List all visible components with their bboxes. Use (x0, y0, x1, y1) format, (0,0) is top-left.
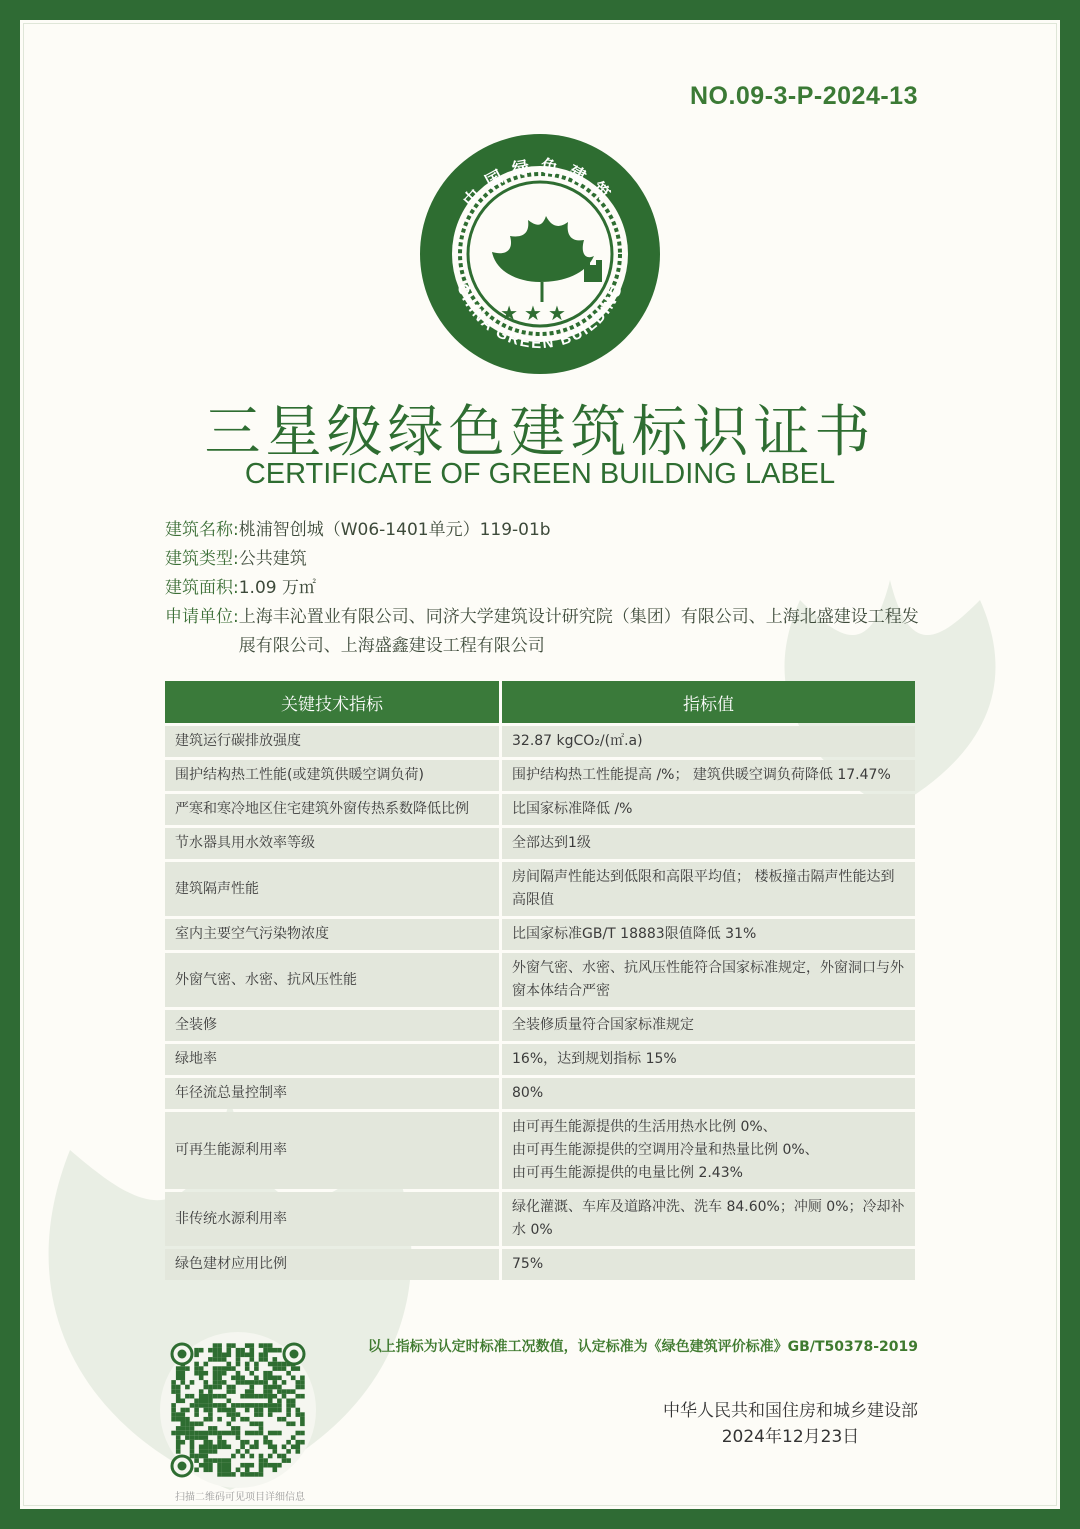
table-row (165, 794, 915, 825)
certificate-paper (20, 20, 1060, 1509)
certificate-number: NO.09-3-P-2024-13 (689, 82, 918, 110)
value-cell: 绿化灌溉、车库及道路冲洗、洗车 84.60%；冲厕 0%；冷却补水 0% (499, 1192, 915, 1246)
indicator-cell: 建筑隔声性能 (165, 862, 499, 916)
info-row-applicant: 申请单位: 上海丰沁置业有限公司、同济大学建筑设计研究院（集团）有限公司、上海北盛建设工程发展有限公司、上海盛鑫建设工程有限公司 (165, 607, 919, 656)
indicator-cell: 绿色建材应用比例 (165, 1249, 499, 1280)
value-cell: 外窗气密、水密、抗风压性能符合国家标准规定，外窗洞口与外窗本体结合严密 (499, 953, 915, 1007)
value-cell: 32.87 kgCO₂/(㎡.a) (499, 726, 915, 757)
china-green-building-emblem (418, 132, 662, 376)
table-row (165, 828, 915, 859)
indicator-cell: 可再生能源利用率 (165, 1112, 499, 1189)
table-row (165, 1249, 915, 1280)
info-row-name: 建筑名称: 桃浦智创城（W06-1401单元）119-01b (165, 520, 551, 540)
issuer-block (663, 1398, 918, 1450)
value-cell: 比国家标准降低 /% (499, 794, 915, 825)
table-row (165, 919, 915, 950)
indicator-cell: 室内主要空气污染物浓度 (165, 919, 499, 950)
table-row (165, 1044, 915, 1075)
table-row (165, 1192, 915, 1246)
table-row (165, 726, 915, 757)
indicator-cell: 外窗气密、水密、抗风压性能 (165, 953, 499, 1007)
value-cell: 16%，达到规划指标 15% (499, 1044, 915, 1075)
column-header-value: 指标值 (499, 681, 915, 723)
table-row (165, 953, 915, 1007)
value-cell: 全部达到1级 (499, 828, 915, 859)
issuer-name: 中华人民共和国住房和城乡建设部 (663, 1401, 918, 1421)
value-cell: 全装修质量符合国家标准规定 (499, 1010, 915, 1041)
key-indicators-table (165, 678, 915, 1283)
certificate-title-cn: 三星级绿色建筑标识证书 (204, 400, 876, 465)
indicator-cell: 围护结构热工性能(或建筑供暖空调负荷) (165, 760, 499, 791)
table-row (165, 1112, 915, 1189)
table-row (165, 760, 915, 791)
emblem-stars: ★★★ (500, 301, 572, 325)
value-cell: 75% (499, 1249, 915, 1280)
table-row (165, 862, 915, 916)
value-cell: 比国家标准GB/T 18883限值降低 31% (499, 919, 915, 950)
certificate-title-en: CERTIFICATE OF GREEN BUILDING LABEL (244, 458, 836, 490)
column-header-indicator: 关键技术指标 (165, 681, 499, 723)
value-cell: 由可再生能源提供的生活用热水比例 0%、 由可再生能源提供的空调用冷量和热量比例 0%、 由可再生能源提供的电量比例 2.43% (499, 1112, 915, 1189)
indicator-cell: 节水器具用水效率等级 (165, 828, 499, 859)
indicator-cell: 建筑运行碳排放强度 (165, 726, 499, 757)
value-cell: 围护结构热工性能提高 /%； 建筑供暖空调负荷降低 17.47% (499, 760, 915, 791)
emblem-text-en: CHINA GREEN BUILDING (453, 281, 627, 353)
building-info (165, 516, 925, 661)
info-row-type: 建筑类型: 公共建筑 (165, 549, 307, 569)
table-row (165, 1010, 915, 1041)
indicator-cell: 绿地率 (165, 1044, 499, 1075)
value-cell: 房间隔声性能达到低限和高限平均值； 楼板撞击隔声性能达到高限值 (499, 862, 915, 916)
value-cell: 80% (499, 1078, 915, 1109)
indicator-cell: 年径流总量控制率 (165, 1078, 499, 1109)
indicator-cell: 严寒和寒冷地区住宅建筑外窗传热系数降低比例 (165, 794, 499, 825)
issue-date: 2024年12月23日 (721, 1427, 860, 1447)
info-row-area: 建筑面积: 1.09 万㎡ (165, 578, 316, 598)
standard-note: 以上指标为认定时标准工况数值，认定标准为《绿色建筑评价标准》GB/T50378-2019 (367, 1339, 918, 1355)
emblem-text-cn: 中国绿色建筑 (459, 156, 621, 212)
qr-code[interactable] (160, 1332, 316, 1488)
qr-caption: 扫描二维码可见项目详细信息 (175, 1492, 305, 1503)
indicator-cell: 非传统水源利用率 (165, 1192, 499, 1246)
table-row (165, 1078, 915, 1109)
indicator-cell: 全装修 (165, 1010, 499, 1041)
qr-code-icon[interactable] (160, 1332, 316, 1488)
